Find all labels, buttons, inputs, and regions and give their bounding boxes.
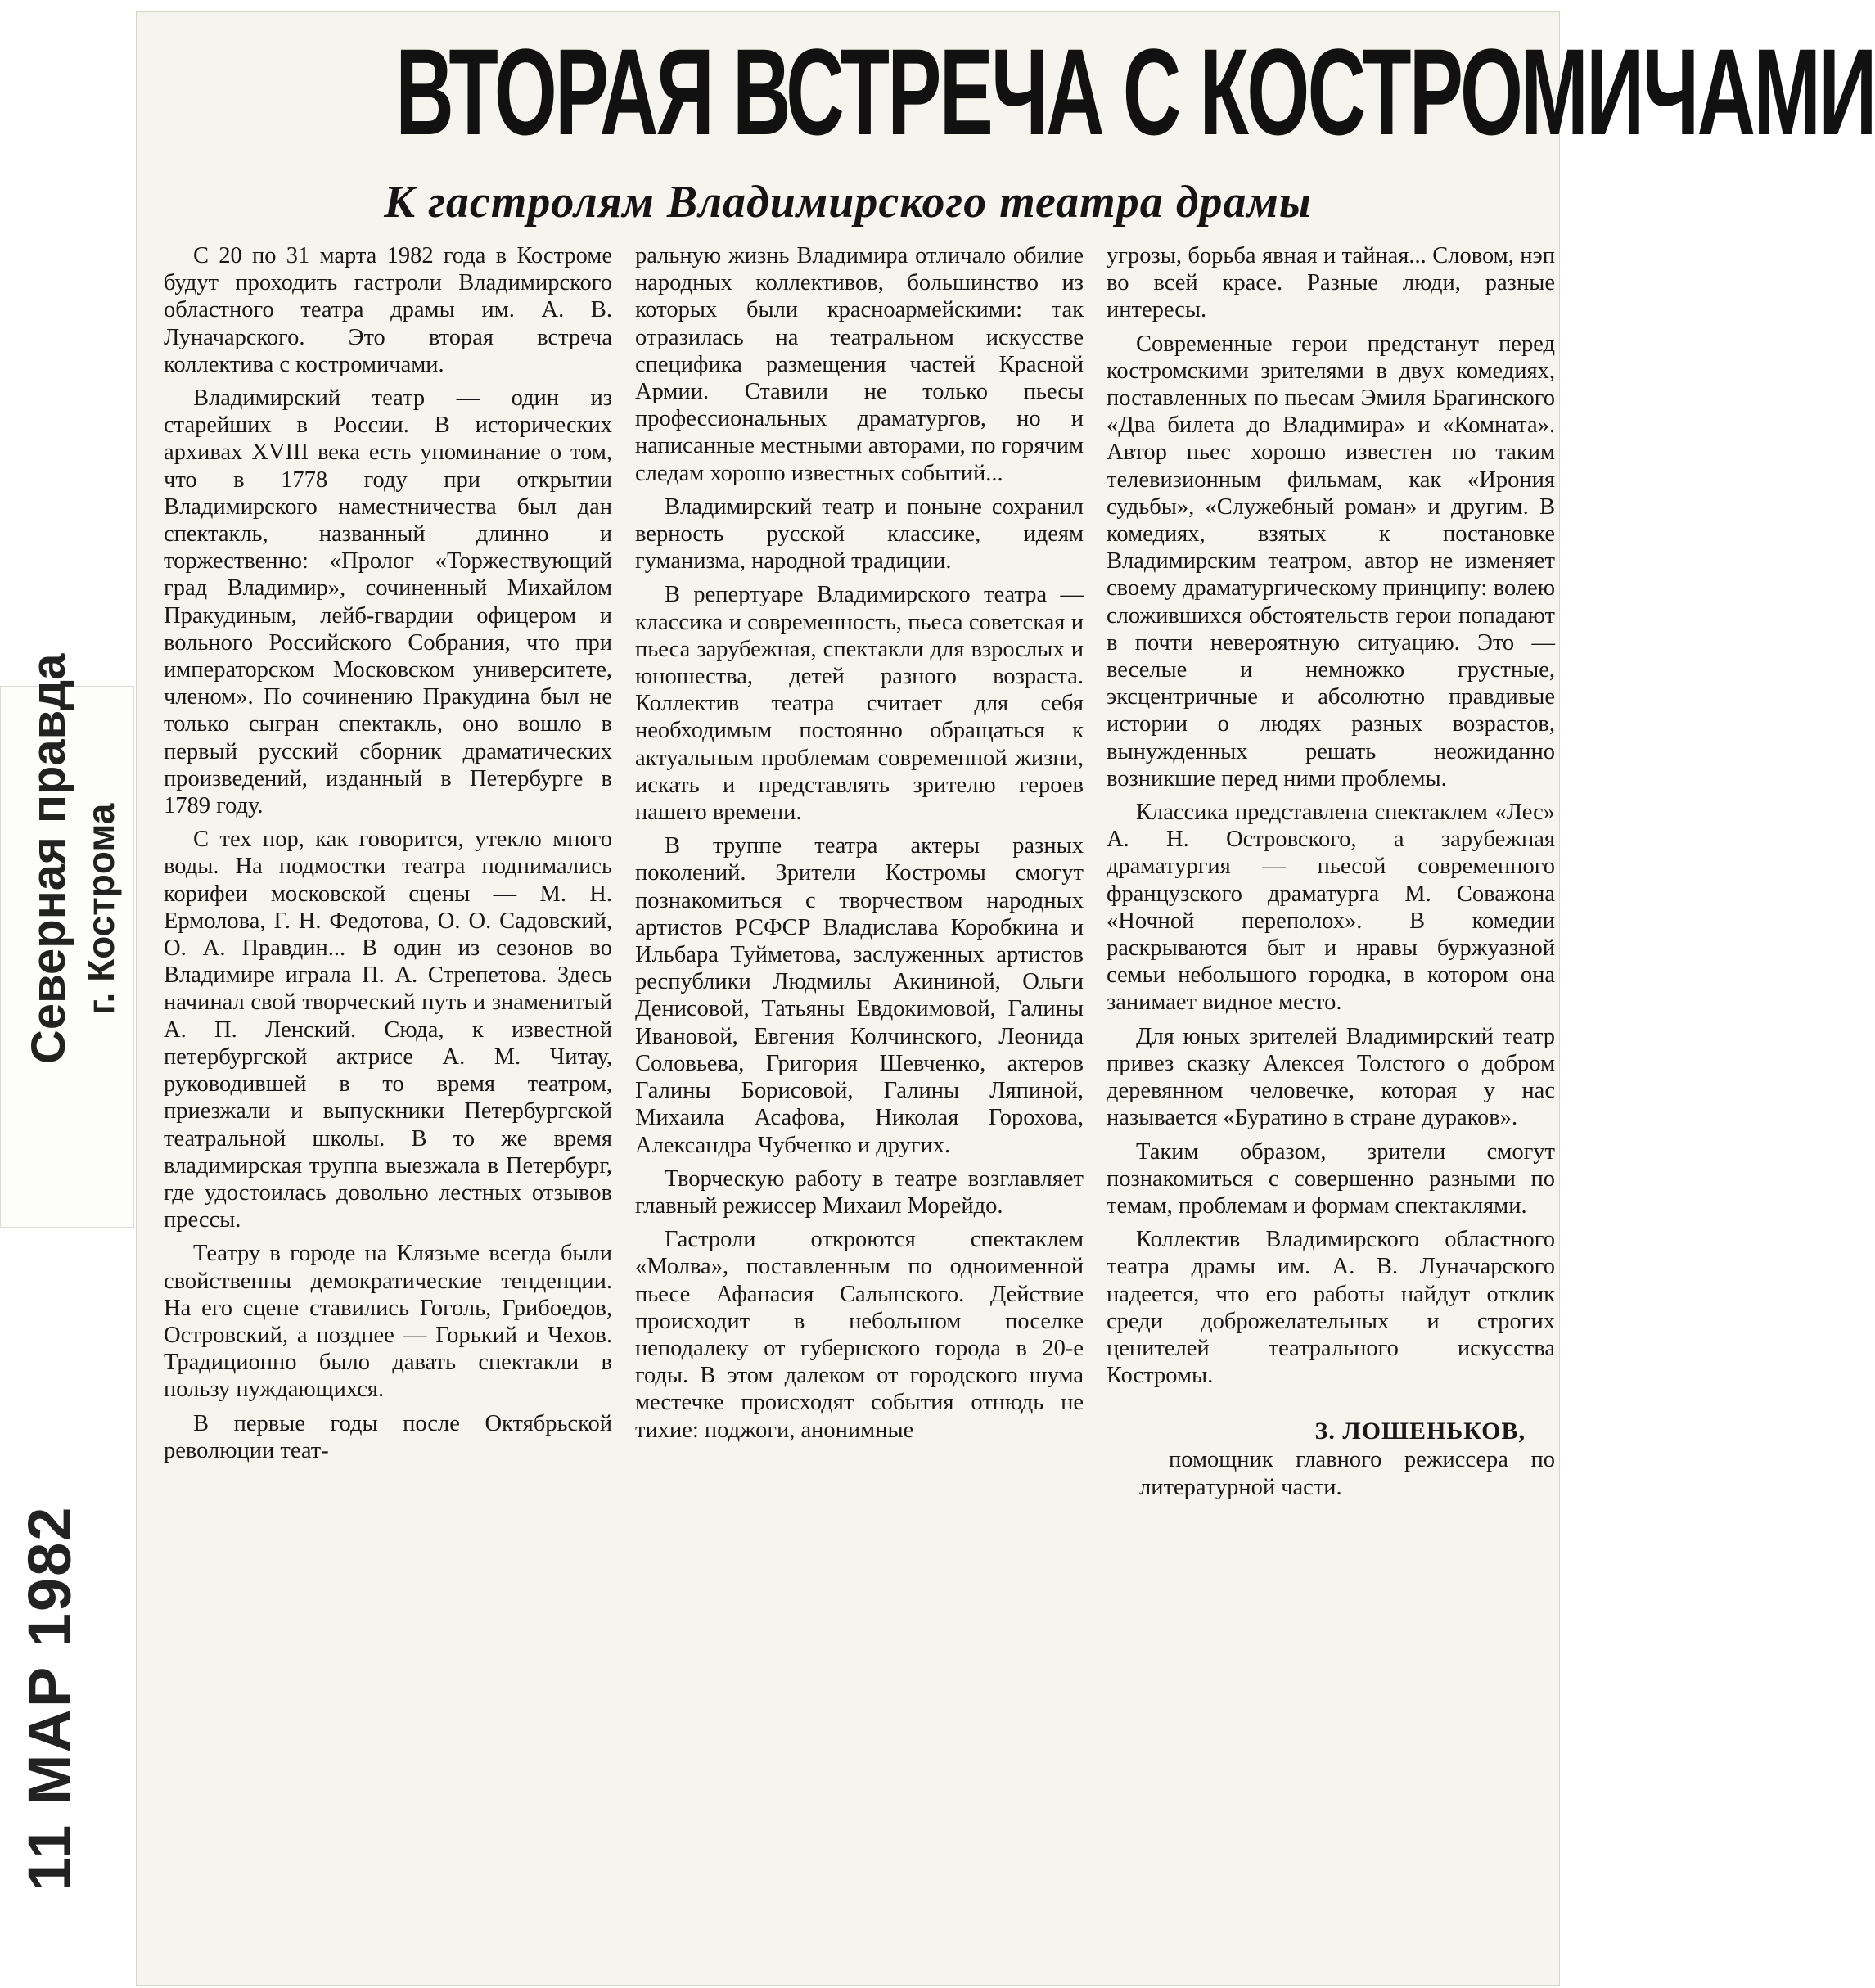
date-stamp: 11 МАР 1982 [16,1505,83,1891]
paragraph: Творческую работу в театре возглавляет главный режиссер Михаил Морейдо. [635,1165,1084,1219]
newspaper-clipping [136,11,1875,1986]
paragraph: Гастроли откроются спектаклем «Молва», поставленным по одноименной пьесе Афанасия Салынского. Действие происходит в небольшом поселке неподалеку от губернского города в 20-е годы. В этом далеком от городского шума местечке происходят события отнюдь не тихие: поджоги, анонимные [635,1227,1084,1443]
paragraph: Коллектив Владимирского областного театра драмы им. А. В. Луначарского надеется, что его работы найдут отклик среди доброжелательных и строгих ценителей театрального искусства Костромы. [1107,1227,1555,1389]
paragraph: В труппе театра актеры разных поколений. Зрители Костромы смогут познакомиться с творчеством народных артистов РСФСР Владислава Коробкина и Ильбара Туйметова, заслуженных артистов республики Людмилы Акининой, Ольги Денисовой, Татьяны Евдокимовой, Галины Ивановой, Евгения Колчинского, Леонида Соловьева, Григория Шевченко, актеров Галины Борисовой, Галины Ляпиной, Михаила Асафова, Николая Горохова, Александра Чубченко и других. [635,833,1084,1158]
article-column-2 [635,242,1084,1977]
paragraph: Современные герои предстанут перед костромскими зрителями в двух комедиях, поставленных по пьесам Эмиля Брагинского «Два билета до Владимира» и «Комната». Автор пьес хорошо известен по таким телевизионным фильмам, как «Ирония судьбы», «Служебный роман» и другим. В комедиях, взятых к постановке Владимирским театром, автор не изменяет своему драматургическому принципу: волею сложившихся обстоятельств герои попадают в почти невероятную ситуацию. Это — веселые и немножко грустные, эксцентричные и абсолютно правдивые истории о людях разных возрастов, вынужденных решать неожиданно возникшие перед ними проблемы. [1107,331,1555,791]
paragraph: С 20 по 31 марта 1982 года в Костроме будут проходить гастроли Владимирского областного театра драмы им. А. В. Луначарского. Это вторая встреча коллектива с костромичами. [164,243,612,377]
paragraph: Для юных зрителей Владимирский театр привез сказку Алексея Толстого о добром деревянном человечке, которая у нас называется «Буратино в стране дураков». [1107,1023,1555,1131]
newspaper-name: Северная правда [22,653,75,1064]
paragraph: Таким образом, зрители смогут познакомиться с совершенно разными по темам, проблемам и формам спектаклями. [1107,1138,1555,1219]
paragraph: ральную жизнь Владимира отличало обилие народных коллективов, большинство из которых были красноармейскими: так отразилась на театральном искусстве специфика размещения частей Красной Армии. Ставили не только пьесы профессиональных драматургов, но и написанные местными авторами, по горячим следам хорошо известных событий... [635,243,1084,486]
paragraph: Театру в городе на Клязьме всегда были свойственны демократические тенденции. На его сцене ставились Гоголь, Грибоедов, Островский, а позднее — Горький и Чехов. Традиционно было давать спектакли в пользу нуждающихся. [164,1241,612,1403]
subtitle: К гастролям Владимирского театра драмы [384,177,1312,228]
paragraph: С тех пор, как говорится, утекло много воды. На подмостки театра поднимались корифеи московской сцены — М. Н. Ермолова, Г. Н. Федотова, О. О. Садовский, О. А. Правдин... В один из сезонов во Владимире играла П. А. Стрепетова. Здесь начинал свой творческий путь и знаменитый А. П. Ленский. Сюда, к известной петербургской актрисе А. М. Читау, руководившей в то время театром, приезжали и выпускники Петербургской театральной школы. В то же время владимирская труппа выезжала в Петербург, где удостоилась довольно лестных отзывов прессы. [164,827,612,1233]
newspaper-city: г. Кострома [79,803,122,1015]
paragraph: В первые годы после Октябрьской революции теат- [164,1410,612,1463]
paragraph: Классика представлена спектаклем «Лес» А. Н. Островского, а зарубежная драматургия — пьесой современного французского драматурга М. Соважона «Ночной переполох». В комедии раскрываются быт и нравы буржуазной семьи небольшого городка, в котором она занимает видное место. [1107,800,1555,1016]
author-name: З. ЛОШЕНЬКОВ, [1314,1418,1526,1445]
paragraph: Владимирский театр и поныне сохранил верность русской классике, идеям гуманизма, народной традиции. [635,494,1084,575]
article-column-3 [1107,242,1555,1977]
author-role: помощник главного режиссера по литературной части. [1139,1447,1555,1500]
article-body [164,242,1555,1977]
paragraph: Владимирский театр — один из старейших в России. В исторических архивах XVIII века есть упоминание о том, что в 1778 году при открытии Владимирского наместничества был дан спектакль, названный длинно и торжественно: «Пролог «Торжествующий град Владимир», сочиненный Михайлом Пракудиным, лейб-гвардии офицером и вольного Российского Собрания, что при императорском Московском университете, членом». По сочинению Пракудина был не только сыгран спектакль, оно вошло в первый русский сборник драматических произведений, изданный в Петербурге в 1789 году. [164,385,612,819]
paragraph: В репертуаре Владимирского театра — классика и современность, пьеса советская и пьеса зарубежная, спектакли для взрослых и юношества, детей разного возраста. Коллектив театра считает для себя необходимым постоянно обращаться к актуальным проблемам современной жизни, искать и представлять зрителю героев нашего времени. [635,582,1084,826]
paragraph: угрозы, борьба явная и тайная... Словом, нэп во всей красе. Разные люди, разные интересы. [1107,243,1555,323]
article-column-1 [164,242,612,1977]
headline: ВТОРАЯ ВСТРЕЧА С КОСТРОМИЧАМИ [395,23,1875,160]
